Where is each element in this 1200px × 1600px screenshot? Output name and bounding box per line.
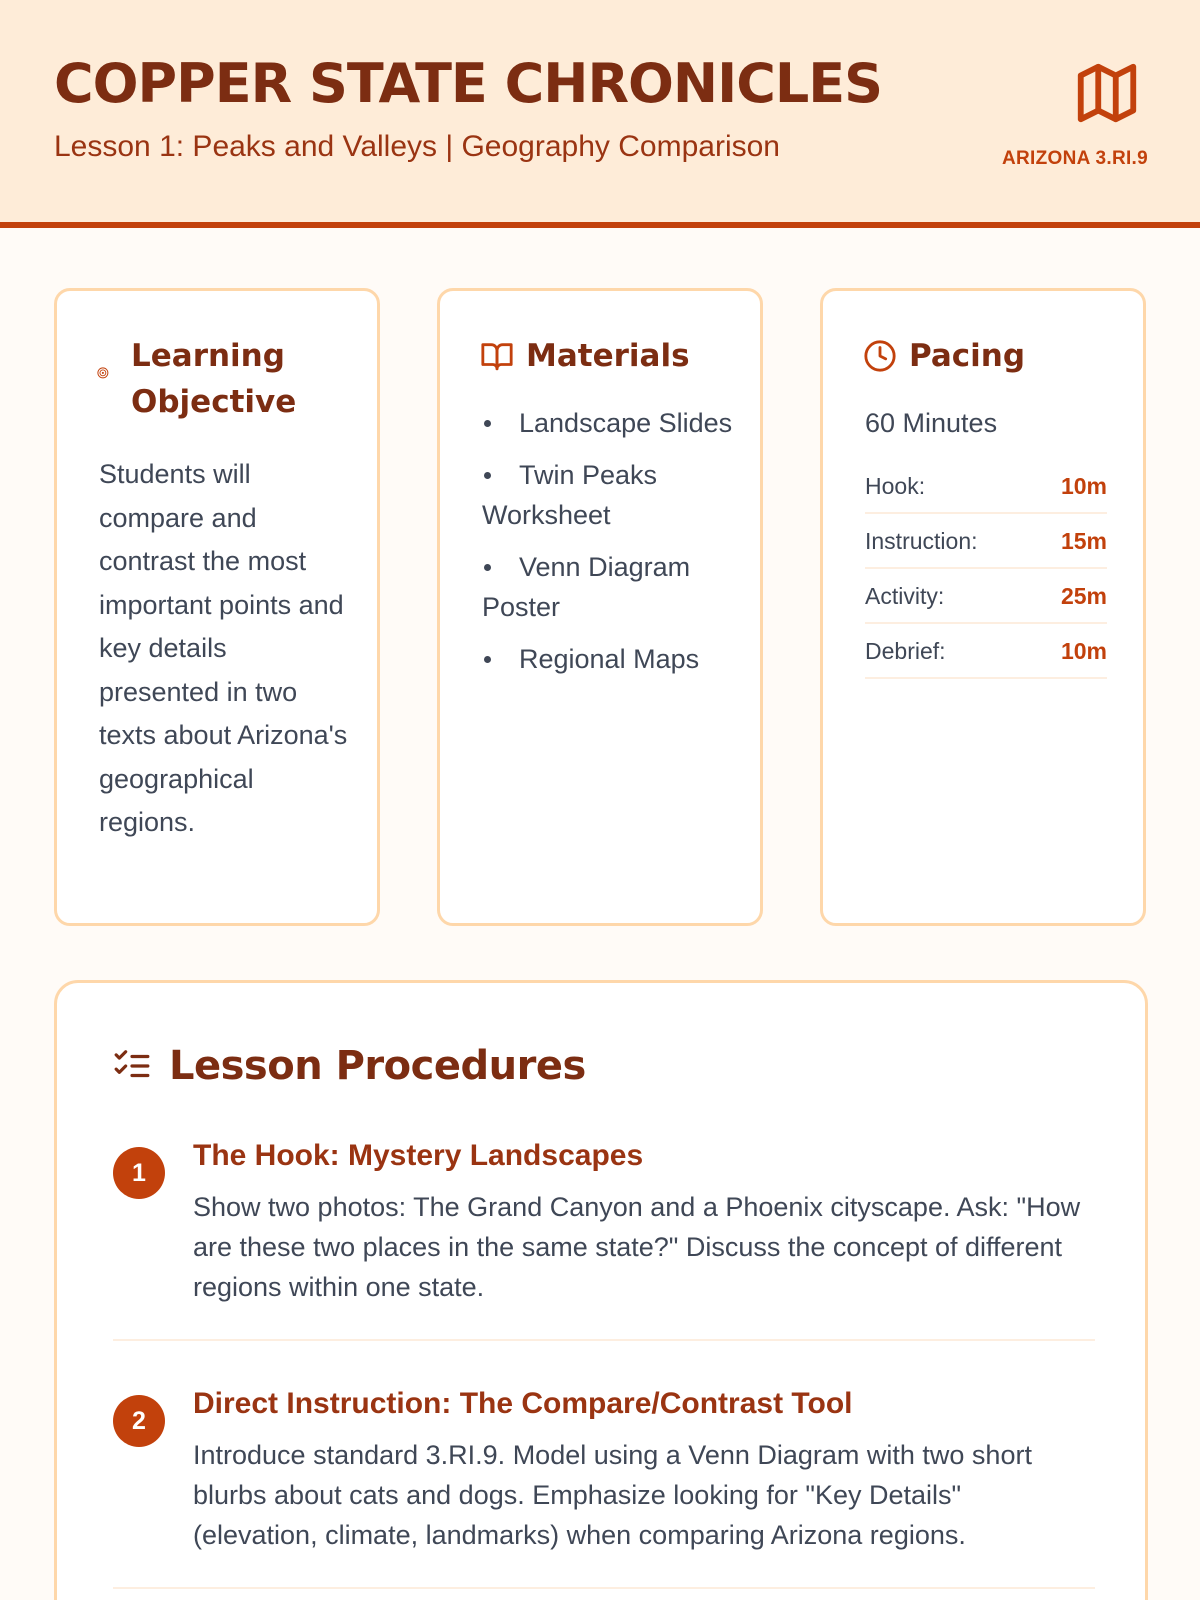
standard-badge: ARIZONA 3.RI.9 [1001, 148, 1148, 169]
materials-card [437, 288, 763, 926]
step-title: The Hook: Mystery Landscapes [193, 1139, 644, 1172]
map-icon [1072, 58, 1142, 128]
procedures-card [54, 980, 1148, 1600]
pacing-value: 25m [1060, 583, 1107, 609]
pacing-row [865, 569, 1107, 624]
step-number: 2 [113, 1395, 165, 1447]
pacing-total: 60 Minutes [865, 408, 998, 438]
book-icon [480, 339, 514, 373]
pacing-card [820, 288, 1146, 926]
pacing-title: Pacing [909, 338, 1026, 374]
step-number: 1 [113, 1147, 165, 1199]
pacing-label: Hook: [865, 473, 926, 499]
target-icon [97, 367, 117, 387]
pacing-label: Instruction: [865, 528, 978, 554]
objective-card [54, 288, 380, 926]
materials-list [482, 403, 742, 691]
procedures-title: Lesson Procedures [169, 1043, 586, 1089]
page-header [0, 0, 1200, 228]
pacing-value: 15m [1060, 528, 1107, 554]
objective-title: Learning Objective [131, 338, 297, 420]
pacing-value: 10m [1060, 473, 1107, 499]
pacing-row [865, 459, 1107, 514]
pacing-label: Activity: [865, 583, 945, 609]
list-item: Twin Peaks Worksheet [482, 455, 742, 535]
step-divider [113, 1339, 1095, 1341]
checklist-icon [113, 1047, 151, 1085]
pacing-label: Debrief: [865, 638, 946, 664]
page-title: COPPER STATE CHRONICLES [54, 52, 883, 115]
step-text: Introduce standard 3.RI.9. Model using a Venn Diagram with two short blurbs about cats and dogs. Emphasize looking for "Key Details" (elevation, climate, landmarks) when comparing Arizona regions. [193, 1440, 1032, 1550]
clock-icon [863, 339, 897, 373]
step-text: Show two photos: The Grand Canyon and a Phoenix cityscape. Ask: "How are these two places in the same state?" Discuss the concept of different regions within one state. [193, 1192, 1081, 1302]
list-item: Venn Diagram Poster [482, 547, 742, 627]
step-title: Direct Instruction: The Compare/Contrast Tool [193, 1387, 853, 1420]
pacing-value: 10m [1060, 638, 1107, 664]
step-divider [113, 1587, 1095, 1589]
pacing-row [865, 624, 1107, 679]
list-item: Landscape Slides [482, 403, 742, 443]
materials-title: Materials [526, 338, 690, 374]
pacing-table [865, 459, 1107, 679]
pacing-row [865, 514, 1107, 569]
list-item: Regional Maps [482, 639, 742, 679]
objective-text: Students will compare and contrast the most important points and key details presented in two texts about Arizona's geographical regions. [99, 459, 348, 837]
page-subtitle: Lesson 1: Peaks and Valleys | Geography Comparison [54, 130, 780, 163]
